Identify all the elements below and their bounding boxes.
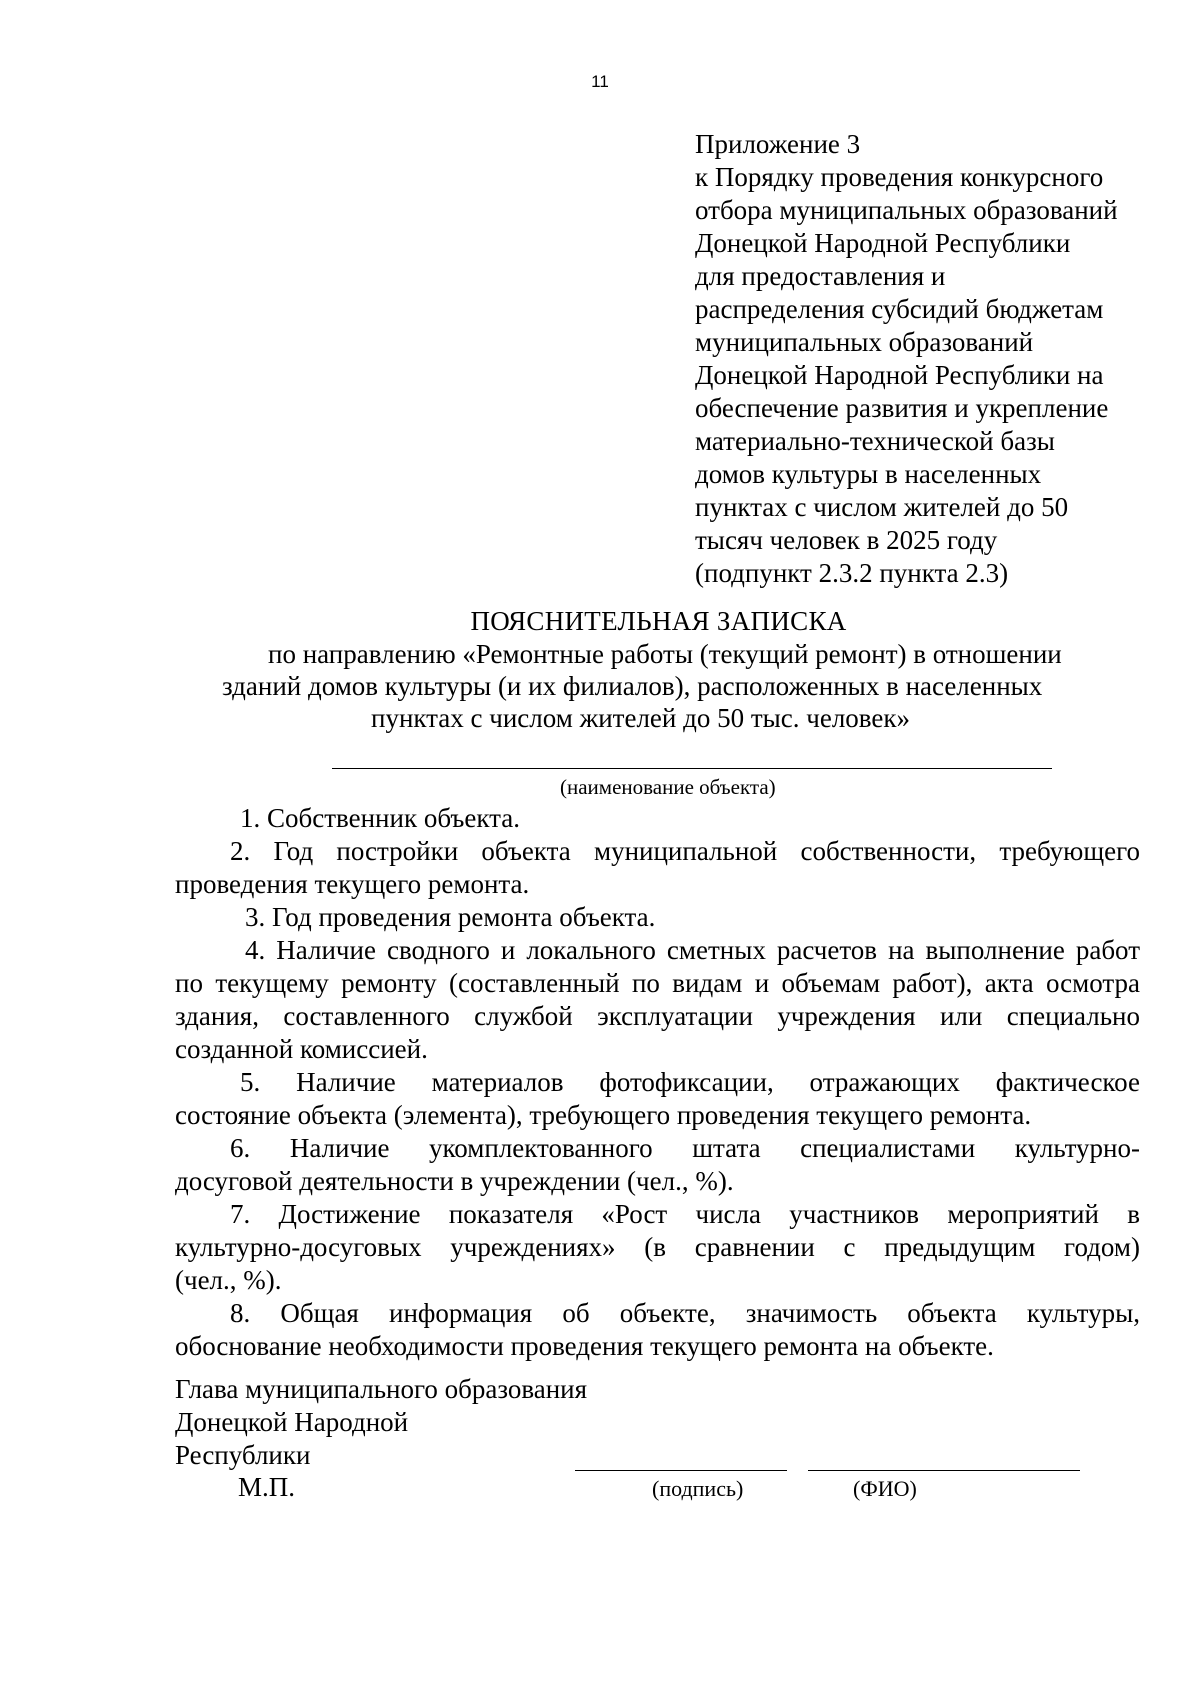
- list-item-continuation: (чел., %).: [175, 1265, 282, 1295]
- list-item-continuation: обоснование необходимости проведения текущего ремонта на объекте.: [175, 1331, 994, 1361]
- list-item-continuation: проведения текущего ремонта.: [175, 869, 530, 899]
- document-title: ПОЯСНИТЕЛЬНАЯ ЗАПИСКА: [470, 606, 847, 636]
- annex-line: для предоставления и: [695, 261, 946, 291]
- list-item: 7. Достижение показателя «Рост числа участников мероприятий в: [230, 1199, 1140, 1229]
- list-item: 4. Наличие сводного и локального сметных расчетов на выполнение работ: [245, 935, 1140, 965]
- list-item-continuation: досуговой деятельности в учреждении (чел., %).: [175, 1166, 734, 1196]
- annex-line: Приложение 3: [695, 129, 861, 159]
- list-item: 5. Наличие материалов фотофиксации, отражающих фактическое: [240, 1067, 1140, 1097]
- list-item: 8. Общая информация об объекте, значимость объекта культуры,: [230, 1298, 1140, 1328]
- signature-caption: (подпись): [652, 1476, 744, 1501]
- list-item-continuation: состояние объекта (элемента), требующего проведения текущего ремонта.: [175, 1100, 1032, 1130]
- stamp-placeholder: М.П.: [238, 1472, 296, 1502]
- annex-line: (подпункт 2.3.2 пункта 2.3): [695, 558, 1009, 588]
- list-item: 1. Собственник объекта.: [240, 803, 520, 833]
- annex-line: отбора муниципальных образований: [695, 195, 1118, 225]
- subtitle-line: по направлению «Ремонтные работы (текущий ремонт) в отношении: [268, 639, 1062, 669]
- annex-line: пунктах с числом жителей до 50: [695, 492, 1069, 522]
- annex-line: распределения субсидий бюджетам: [695, 294, 1104, 324]
- subtitle-line: зданий домов культуры (и их филиалов), расположенных в населенных: [222, 671, 1043, 701]
- list-item: 6. Наличие укомплектованного штата специалистами культурно-: [230, 1133, 1140, 1163]
- signature-blank: [575, 1470, 787, 1471]
- annex-line: тысяч человек в 2025 году: [695, 525, 998, 555]
- page-number: 11: [591, 72, 609, 91]
- subtitle-line: пунктах с числом жителей до 50 тыс. человек»: [371, 703, 910, 733]
- list-item-continuation: здания, составленного службой эксплуатации учреждения или специально: [175, 1001, 1140, 1031]
- annex-line: Донецкой Народной Республики: [695, 228, 1071, 258]
- items-list: [175, 802, 1140, 1363]
- annex-block: [695, 128, 1175, 590]
- signer-title-line: Глава муниципального образования: [175, 1374, 588, 1404]
- list-item: 3. Год проведения ремонта объекта.: [245, 902, 656, 932]
- list-item-continuation: культурно-досуговых учреждениях» (в сравнении с предыдущим годом): [175, 1232, 1140, 1262]
- signer-title-line: Республики: [175, 1440, 311, 1470]
- list-item: 2. Год постройки объекта муниципальной собственности, требующего: [230, 836, 1140, 866]
- name-blank: [808, 1470, 1080, 1471]
- annex-line: Донецкой Народной Республики на: [695, 360, 1104, 390]
- annex-line: домов культуры в населенных: [695, 459, 1042, 489]
- annex-line: к Порядку проведения конкурсного: [695, 162, 1104, 192]
- signer-title-line: Донецкой Народной: [175, 1407, 409, 1437]
- object-name-caption: (наименование объекта): [560, 775, 776, 799]
- object-name-blank: [332, 768, 1052, 769]
- annex-line: материально-технической базы: [695, 426, 1055, 456]
- name-caption: (ФИО): [853, 1476, 917, 1501]
- list-item-continuation: созданной комиссией.: [175, 1034, 428, 1064]
- list-item-continuation: по текущему ремонту (составленный по видам и объемам работ), акта осмотра: [175, 968, 1140, 998]
- annex-line: муниципальных образований: [695, 327, 1034, 357]
- annex-line: обеспечение развития и укрепление: [695, 393, 1109, 423]
- signature-block: [175, 1373, 587, 1472]
